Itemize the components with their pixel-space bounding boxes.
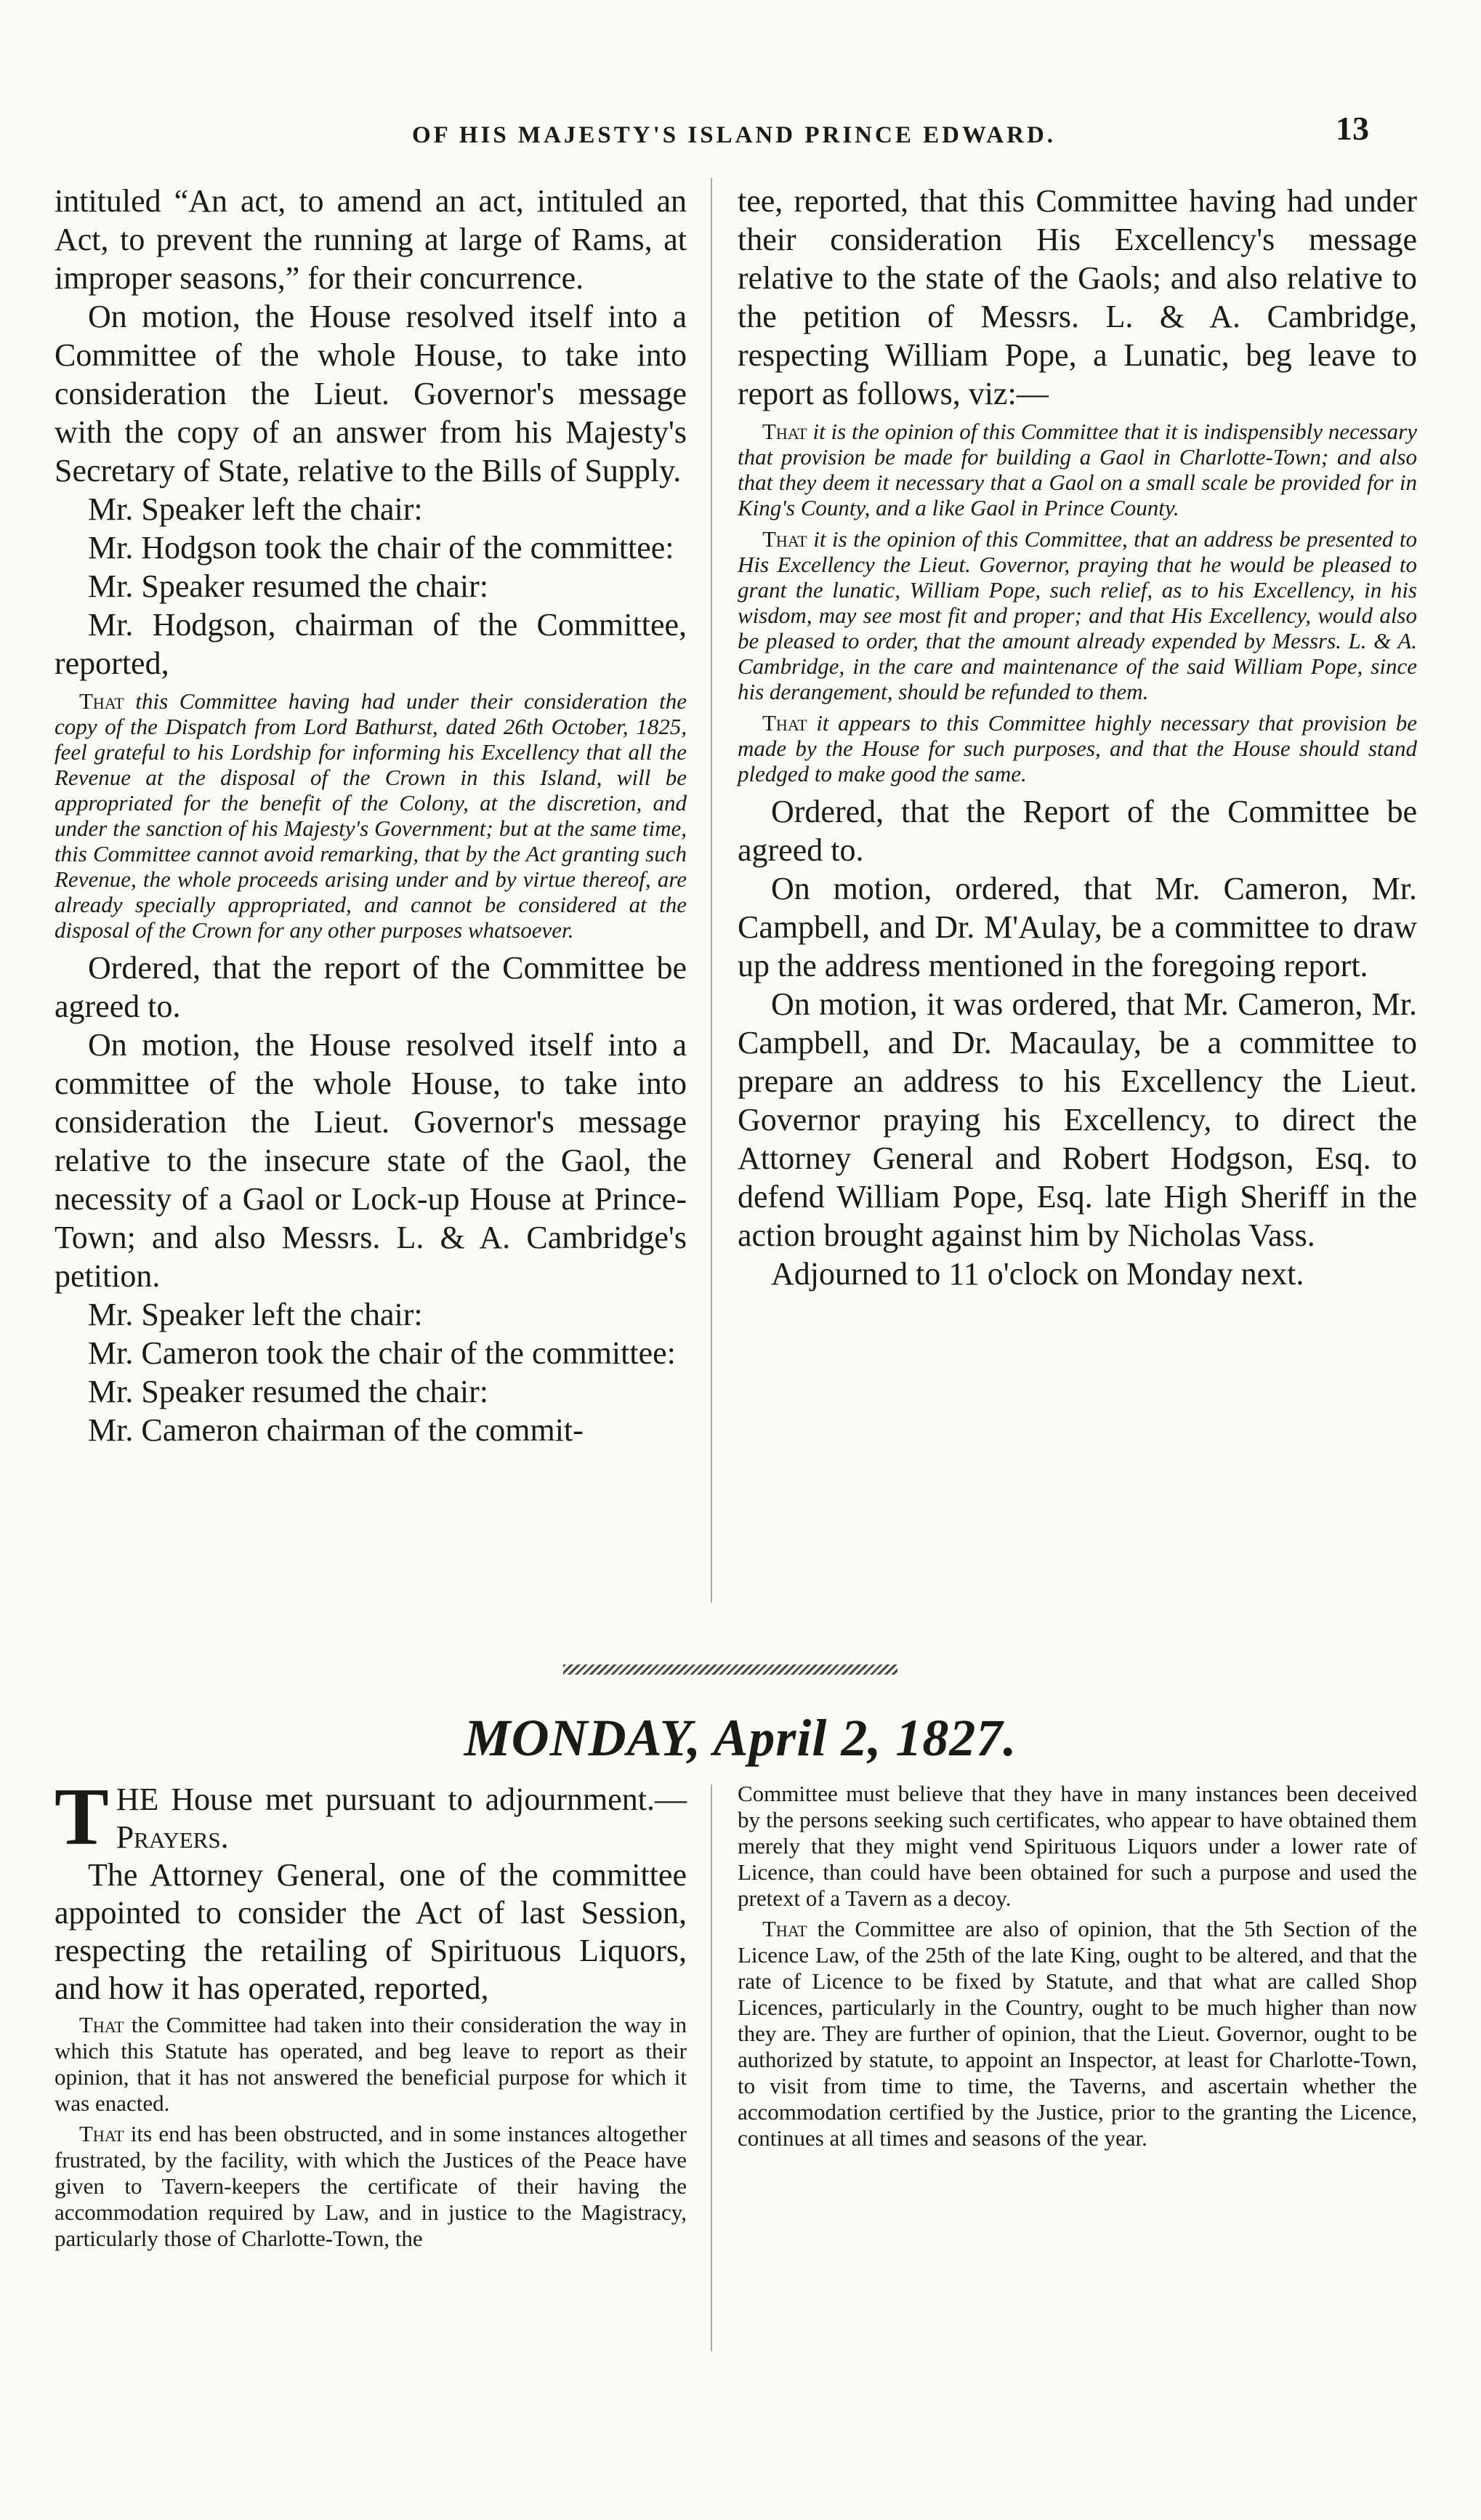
left-column (55, 182, 687, 1449)
paragraph: On motion, ordered, that Mr. Cameron, Mr. Campbell, and Dr. M'Aulay, be a committee to draw up the address mentioned in the foregoing report. (738, 871, 1417, 983)
resolution-paragraph (738, 419, 1417, 520)
paragraph: Mr. Speaker left the chair: (88, 491, 423, 527)
right-column (738, 182, 1417, 1293)
page-number: 13 (1336, 110, 1369, 147)
opening-text: HE House met pursuant to adjournment.— (116, 1782, 687, 1817)
paragraph: Mr. Cameron took the chair of the committee: (88, 1335, 676, 1371)
resolution-lead: That (79, 2121, 124, 2146)
resolution-lead: That (79, 2012, 124, 2037)
resolution-paragraph (55, 2121, 687, 2252)
resolution-text: the Committee are also of opinion, that the 5th Section of the Licence Law, of the 25th of the late King, ought to be altered, and that the rate of Licence to be fixed by Statute, and that what are called Shop Licences, particularly in the Country, ought to be much higher than now they are. They are further of opinion, that the Lieut. Governor, ought to be authorized by statute, to appoint an Inspector, at least for Charlotte-Town, to visit from time to time, the Taverns, and ascertain whether the accommodation certified by the Justice, prior to the granting the Licence, continues at all times and seasons of the year. (738, 1916, 1418, 2151)
paragraph: Mr. Hodgson, chairman of the Committee, reported, (55, 607, 687, 681)
resolution-lead: That (762, 419, 807, 444)
drop-cap: T (55, 1772, 109, 1862)
resolution-lead: That (762, 1916, 807, 1941)
resolution-text: it is the opinion of this Committee that it is indispensibly necessary that provision be made for building a Gaol in Charlotte-Town; and also that they deem it necessary that a Gaol on a small scale be provided for in King's County, and a like Gaol in Prince County. (738, 419, 1418, 520)
resolution-paragraph (738, 1916, 1417, 2151)
column-divider (711, 178, 712, 1603)
paragraph: Mr. Speaker left the chair: (88, 1297, 423, 1332)
paragraph: On motion, it was ordered, that Mr. Cameron, Mr. Campbell, and Dr. Macaulay, be a committee to prepare an address to his Excellency the Lieut. Governor praying his Excellency, to direct the Attorney General and Robert Hodgson, Esq. to defend William Pope, Esq. late High Sheriff in the action brought against him by Nicholas Vass. (738, 986, 1417, 1253)
running-title: OF HIS MAJESTY'S ISLAND PRINCE EDWARD. (411, 122, 1057, 148)
paragraph: intituled “An act, to amend an act, intituled an Act, to prevent the running at large of Rams, at improper seasons,” for their concurrence. (55, 183, 687, 296)
resolution-lead: That (762, 710, 807, 736)
paragraph: Ordered, that the report of the Committee be agreed to. (55, 950, 687, 1024)
column-divider (711, 1784, 712, 2351)
paragraph: Mr. Cameron chairman of the commit- (88, 1412, 584, 1448)
opening-paragraph (55, 1772, 687, 1862)
resolution-paragraph (738, 526, 1417, 704)
paragraph: Adjourned to 11 o'clock on Monday next. (771, 1256, 1304, 1292)
resolution-text: this Committee having had under their consideration the copy of the Dispatch from Lord Bathurst, dated 26th October, 1825, feel grateful to his Lordship for informing his Excellency that all the Revenue at the disposal of the Crown in this Island, will be appropriated for the benefit of the Colony, at the discretion, and under the sanction of his Majesty's Government; but at the same time, this Committee cannot avoid remarking, that by the Act granting such Revenue, the whole proceeds arising under and by virtue thereof, are already specially appropriated, and cannot be considered at the disposal of the Crown for any other purposes whatsoever. (55, 688, 687, 943)
resolution-lead: That (762, 526, 807, 552)
lower-right-column (738, 1781, 1417, 2156)
paragraph: On motion, the House resolved itself into a committee of the whole House, to take into consideration the Lieut. Governor's message relative to the insecure state of the Gaol, the necessity of a Gaol or Lock-up House at Prince-Town; and also Messrs. L. & A. Cambridge's petition. (55, 1027, 687, 1294)
resolution-paragraph (55, 2012, 687, 2117)
resolution-lead: That (79, 688, 124, 714)
paragraph: On motion, the House resolved itself into a Committee of the whole House, to take into consideration the Lieut. Governor's message with the copy of an answer from his Majesty's Secretary of State, relative to the Bills of Supply. (55, 299, 687, 488)
resolution-paragraph (55, 688, 687, 943)
paragraph: Mr. Speaker resumed the chair: (88, 1374, 489, 1409)
prayers-label: Prayers. (116, 1819, 229, 1855)
resolution-text: it is the opinion of this Committee, that an address be presented to His Excellency the Lieut. Governor, praying that he would be pleased to grant the lunatic, William Pope, such relief, as to his Excellency, in his wisdom, may see most fit and proper; and that His Excellency, would also be pleased to order, that the amount already expended by Messrs. L. & A. Cambridge, in the care and maintenance of the said William Pope, since his derangement, should be refunded to them. (738, 526, 1418, 704)
paragraph: The Attorney General, one of the committee appointed to consider the Act of last Session, respecting the retailing of Spirituous Liquors, and how it has operated, reported, (55, 1857, 687, 2006)
paragraph: tee, reported, that this Committee having had under their consideration His Excellency's message relative to the state of the Gaols; and also relative to the petition of Messrs. L. & A. Cambridge, respecting William Pope, a Lunatic, beg leave to report as follows, viz:— (738, 183, 1417, 411)
lower-left-column (55, 1772, 687, 2256)
resolution-text: its end has been obstructed, and in some instances altogether frustrated, by the facility, with which the Justices of the Peace have given to Tavern-keepers the certificate of their having the accommodation required by Law, and in justice to the Magistracy, particularly those of Charlotte-Town, the (55, 2121, 687, 2251)
date-heading: MONDAY, April 2, 1827. (464, 1709, 1017, 1767)
resolution-paragraph (738, 710, 1417, 786)
resolution-text: it appears to this Committee highly necessary that provision be made by the House for such purposes, and that the House should stand pledged to make good the same. (738, 710, 1418, 786)
ornamental-rule (563, 1664, 897, 1675)
paragraph: Committee must believe that they have in many instances been deceived by the persons seeking such certificates, who appear to have obtained them merely that they might vend Spirituous Liquors under a lower rate of Licence, than could have been obtained for such a purpose and used the pretext of a Tavern as a decoy. (738, 1781, 1417, 1911)
paragraph: Mr. Hodgson took the chair of the committee: (88, 530, 674, 565)
resolution-text: the Committee had taken into their consideration the way in which this Statute has operated, and beg leave to report as their opinion, that it has not answered the beneficial purpose for which it was enacted. (55, 2012, 687, 2116)
paragraph: Ordered, that the Report of the Committee be agreed to. (738, 794, 1417, 868)
paragraph: Mr. Speaker resumed the chair: (88, 568, 489, 604)
